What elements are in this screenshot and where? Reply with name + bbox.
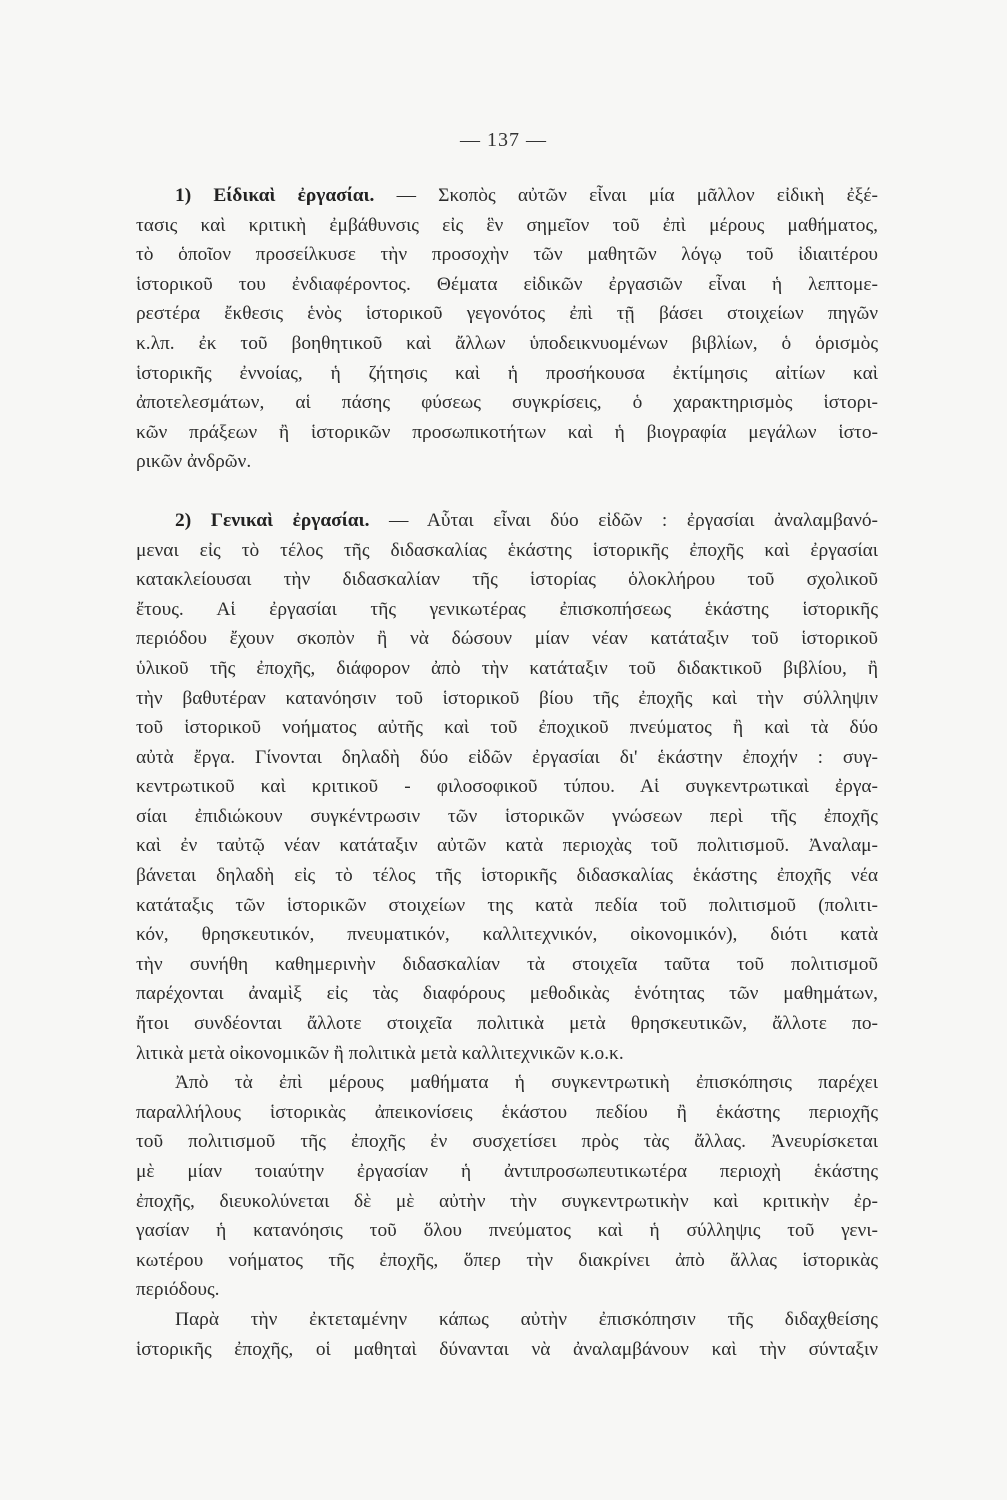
text-line: περιόδους.: [136, 1279, 220, 1301]
text-line: ἤτοι συνδέονται ἄλλοτε στοιχεῖα πολιτικὰ μετὰ θρησκευτικῶν, ἄλλοτε πο-: [136, 1013, 878, 1035]
text-line: παρέχονται ἀναμὶξ εἰς τὰς διαφόρους μεθοδικὰς ἑνότητας τῶν μαθημάτων,: [136, 983, 878, 1005]
text-line: ἱστορικοῦ του ἐνδιαφέροντος. Θέματα εἰδικῶν ἐργασιῶν εἶναι ἡ λεπτομε-: [136, 273, 878, 295]
paragraph-special-works: [136, 181, 878, 477]
section-heading: 1) Είδικαὶ ἐργασίαι.: [175, 185, 375, 206]
text-line: [136, 181, 878, 211]
paragraph-general-works: [136, 506, 878, 1068]
text-line: ἱστορικῆς ἐννοίας, ἡ ζήτησις καὶ ἡ προσήκουσα ἐκτίμησις αἰτίων καὶ: [136, 362, 878, 384]
paragraph-continuation: [136, 1305, 878, 1364]
text-line: ρεστέρα ἔκθεσις ἑνὸς ἱστορικοῦ γεγονότος ἐπὶ τῇ βάσει στοιχείων πηγῶν: [136, 303, 878, 325]
text-line: [136, 506, 878, 536]
text-line: μεναι εἰς τὸ τέλος τῆς διδασκαλίας ἑκάστης ἱστορικῆς ἐποχῆς καὶ ἐργασίαι: [136, 539, 878, 561]
text-line: ἐποχῆς, διευκολύνεται δὲ μὲ αὐτὴν τὴν συγκεντρωτικὴν καὶ κριτικὴν ἐρ-: [136, 1190, 878, 1212]
text-line: κεντρωτικοῦ καὶ κριτικοῦ - φιλοσοφικοῦ τύπου. Αἱ συγκεντρωτικαὶ ἐργα-: [136, 776, 878, 798]
text-line-rest: — Αὗται εἶναι δύο εἰδῶν : ἐργασίαι ἀναλαμβανό-: [369, 509, 878, 531]
text-line: καὶ ἐν ταὐτῷ νέαν κατάταξιν αὐτῶν κατὰ περιοχὰς τοῦ πολιτισμοῦ. Ἀναλαμ-: [136, 835, 878, 857]
text-line: γασίαν ἡ κατανόησις τοῦ ὅλου πνεύματος καὶ ἡ σύλληψις τοῦ γενι-: [136, 1220, 878, 1242]
text-line: τὸ ὁποῖον προσείλκυσε τὴν προσοχὴν τῶν μαθητῶν λόγῳ τοῦ ἰδιαιτέρου: [136, 244, 878, 266]
text-line: ἱστορικῆς ἐποχῆς, οἱ μαθηταὶ δύνανται νὰ ἀναλαμβάνουν καὶ τὴν σύνταξιν: [136, 1338, 878, 1360]
text-line: κ.λπ. ἐκ τοῦ βοηθητικοῦ καὶ ἄλλων ὑποδεικνυομένων βιβλίων, ὁ ὁρισμὸς: [136, 332, 878, 354]
text-line: κωτέρου νοήματος τῆς ἐποχῆς, ὅπερ τὴν διακρίνει ἀπὸ ἄλλας ἱστορικὰς: [136, 1249, 878, 1271]
page-number: — 137 —: [460, 129, 547, 151]
paragraph-overview: [136, 1068, 878, 1305]
text-line: τὴν συνήθη καθημερινὴν διδασκαλίαν τὰ στοιχεῖα ταῦτα τοῦ πολιτισμοῦ: [136, 953, 878, 975]
text-line: τοῦ πολιτισμοῦ τῆς ἐποχῆς ἐν συσχετίσει πρὸς τὰς ἄλλας. Ἀνευρίσκεται: [136, 1131, 878, 1153]
text-line: σίαι ἐπιδιώκουν συγκέντρωσιν τῶν ἱστορικῶν γνώσεων περὶ τῆς ἐποχῆς: [136, 805, 878, 827]
text-line: τὴν βαθυτέραν κατανόησιν τοῦ ἱστορικοῦ βίου τῆς ἐποχῆς καὶ τὴν σύλληψιν: [136, 687, 878, 709]
text-line: μὲ μίαν τοιαύτην ἐργασίαν ἡ ἀντιπροσωπευτικωτέρα περιοχὴ ἑκάστης: [136, 1161, 878, 1182]
text-line: ἔτους. Αἱ ἐργασίαι τῆς γενικωτέρας ἐπισκοπήσεως ἑκάστης ἱστορικῆς: [136, 598, 878, 620]
text-line: Παρὰ τὴν ἐκτεταμένην κάπως αὐτὴν ἐπισκόπησιν τῆς διδαχθείσης: [175, 1308, 878, 1330]
text-line: λιτικὰ μετὰ οἰκονομικῶν ἢ πολιτικὰ μετὰ καλλιτεχνικῶν κ.ο.κ.: [136, 1042, 624, 1064]
body-text: [136, 181, 878, 1364]
text-line: κατακλείουσαι τὴν διδασκαλίαν τῆς ἱστορίας ὁλοκλήρου τοῦ σχολικοῦ: [136, 569, 878, 591]
text-line: κατάταξις τῶν ἱστορικῶν στοιχείων της κατὰ πεδία τοῦ πολιτισμοῦ (πολιτι-: [136, 894, 878, 916]
text-line-rest: — Σκοπὸς αὐτῶν εἶναι μία μᾶλλον εἰδικὴ ἐξέ-: [374, 185, 878, 206]
text-line: ρικῶν ἀνδρῶν.: [136, 451, 252, 473]
text-line: ἀποτελεσμάτων, αἱ πάσης φύσεως συγκρίσεις, ὁ χαρακτηρισμὸς ἱστορι-: [136, 392, 878, 414]
text-line: τασις καὶ κριτικὴ ἐμβάθυνσις εἰς ἓν σημεῖον τοῦ ἐπὶ μέρους μαθήματος,: [136, 214, 878, 236]
text-line: βάνεται δηλαδὴ εἰς τὸ τέλος τῆς ἱστορικῆς διδασκαλίας ἑκάστης ἐποχῆς νέα: [136, 865, 878, 887]
text-line: Ἀπὸ τὰ ἐπὶ μέρους μαθήματα ἡ συγκεντρωτικὴ ἐπισκόπησις παρέχει: [175, 1072, 878, 1094]
section-heading: 2) Γενικαὶ ἐργασίαι.: [175, 509, 370, 531]
text-line: παραλλήλους ἱστορικὰς ἀπεικονίσεις ἑκάστου πεδίου ἢ ἑκάστης περιοχῆς: [136, 1101, 878, 1123]
text-line: κόν, θρησκευτικόν, πνευματικόν, καλλιτεχνικόν, οἰκονομικόν), διότι κατὰ: [136, 924, 878, 946]
text-line: περιόδου ἔχουν σκοπὸν ἢ νὰ δώσουν μίαν νέαν κατάταξιν τοῦ ἱστορικοῦ: [136, 628, 878, 650]
text-line: ὑλικοῦ τῆς ἐποχῆς, διάφορον ἀπὸ τὴν κατάταξιν τοῦ διδακτικοῦ βιβλίου, ἢ: [136, 657, 878, 679]
text-line: τοῦ ἱστορικοῦ νοήματος αὐτῆς καὶ τοῦ ἐποχικοῦ πνεύματος ἢ καὶ τὰ δύο: [136, 717, 878, 739]
text-line: αὐτὰ ἔργα. Γίνονται δηλαδὴ δύο εἰδῶν ἐργασίαι δι' ἑκάστην ἐποχήν : συγ-: [136, 746, 878, 768]
text-line: κῶν πράξεων ἢ ἱστορικῶν προσωπικοτήτων καὶ ἡ βιογραφία μεγάλων ἱστο-: [136, 421, 878, 443]
